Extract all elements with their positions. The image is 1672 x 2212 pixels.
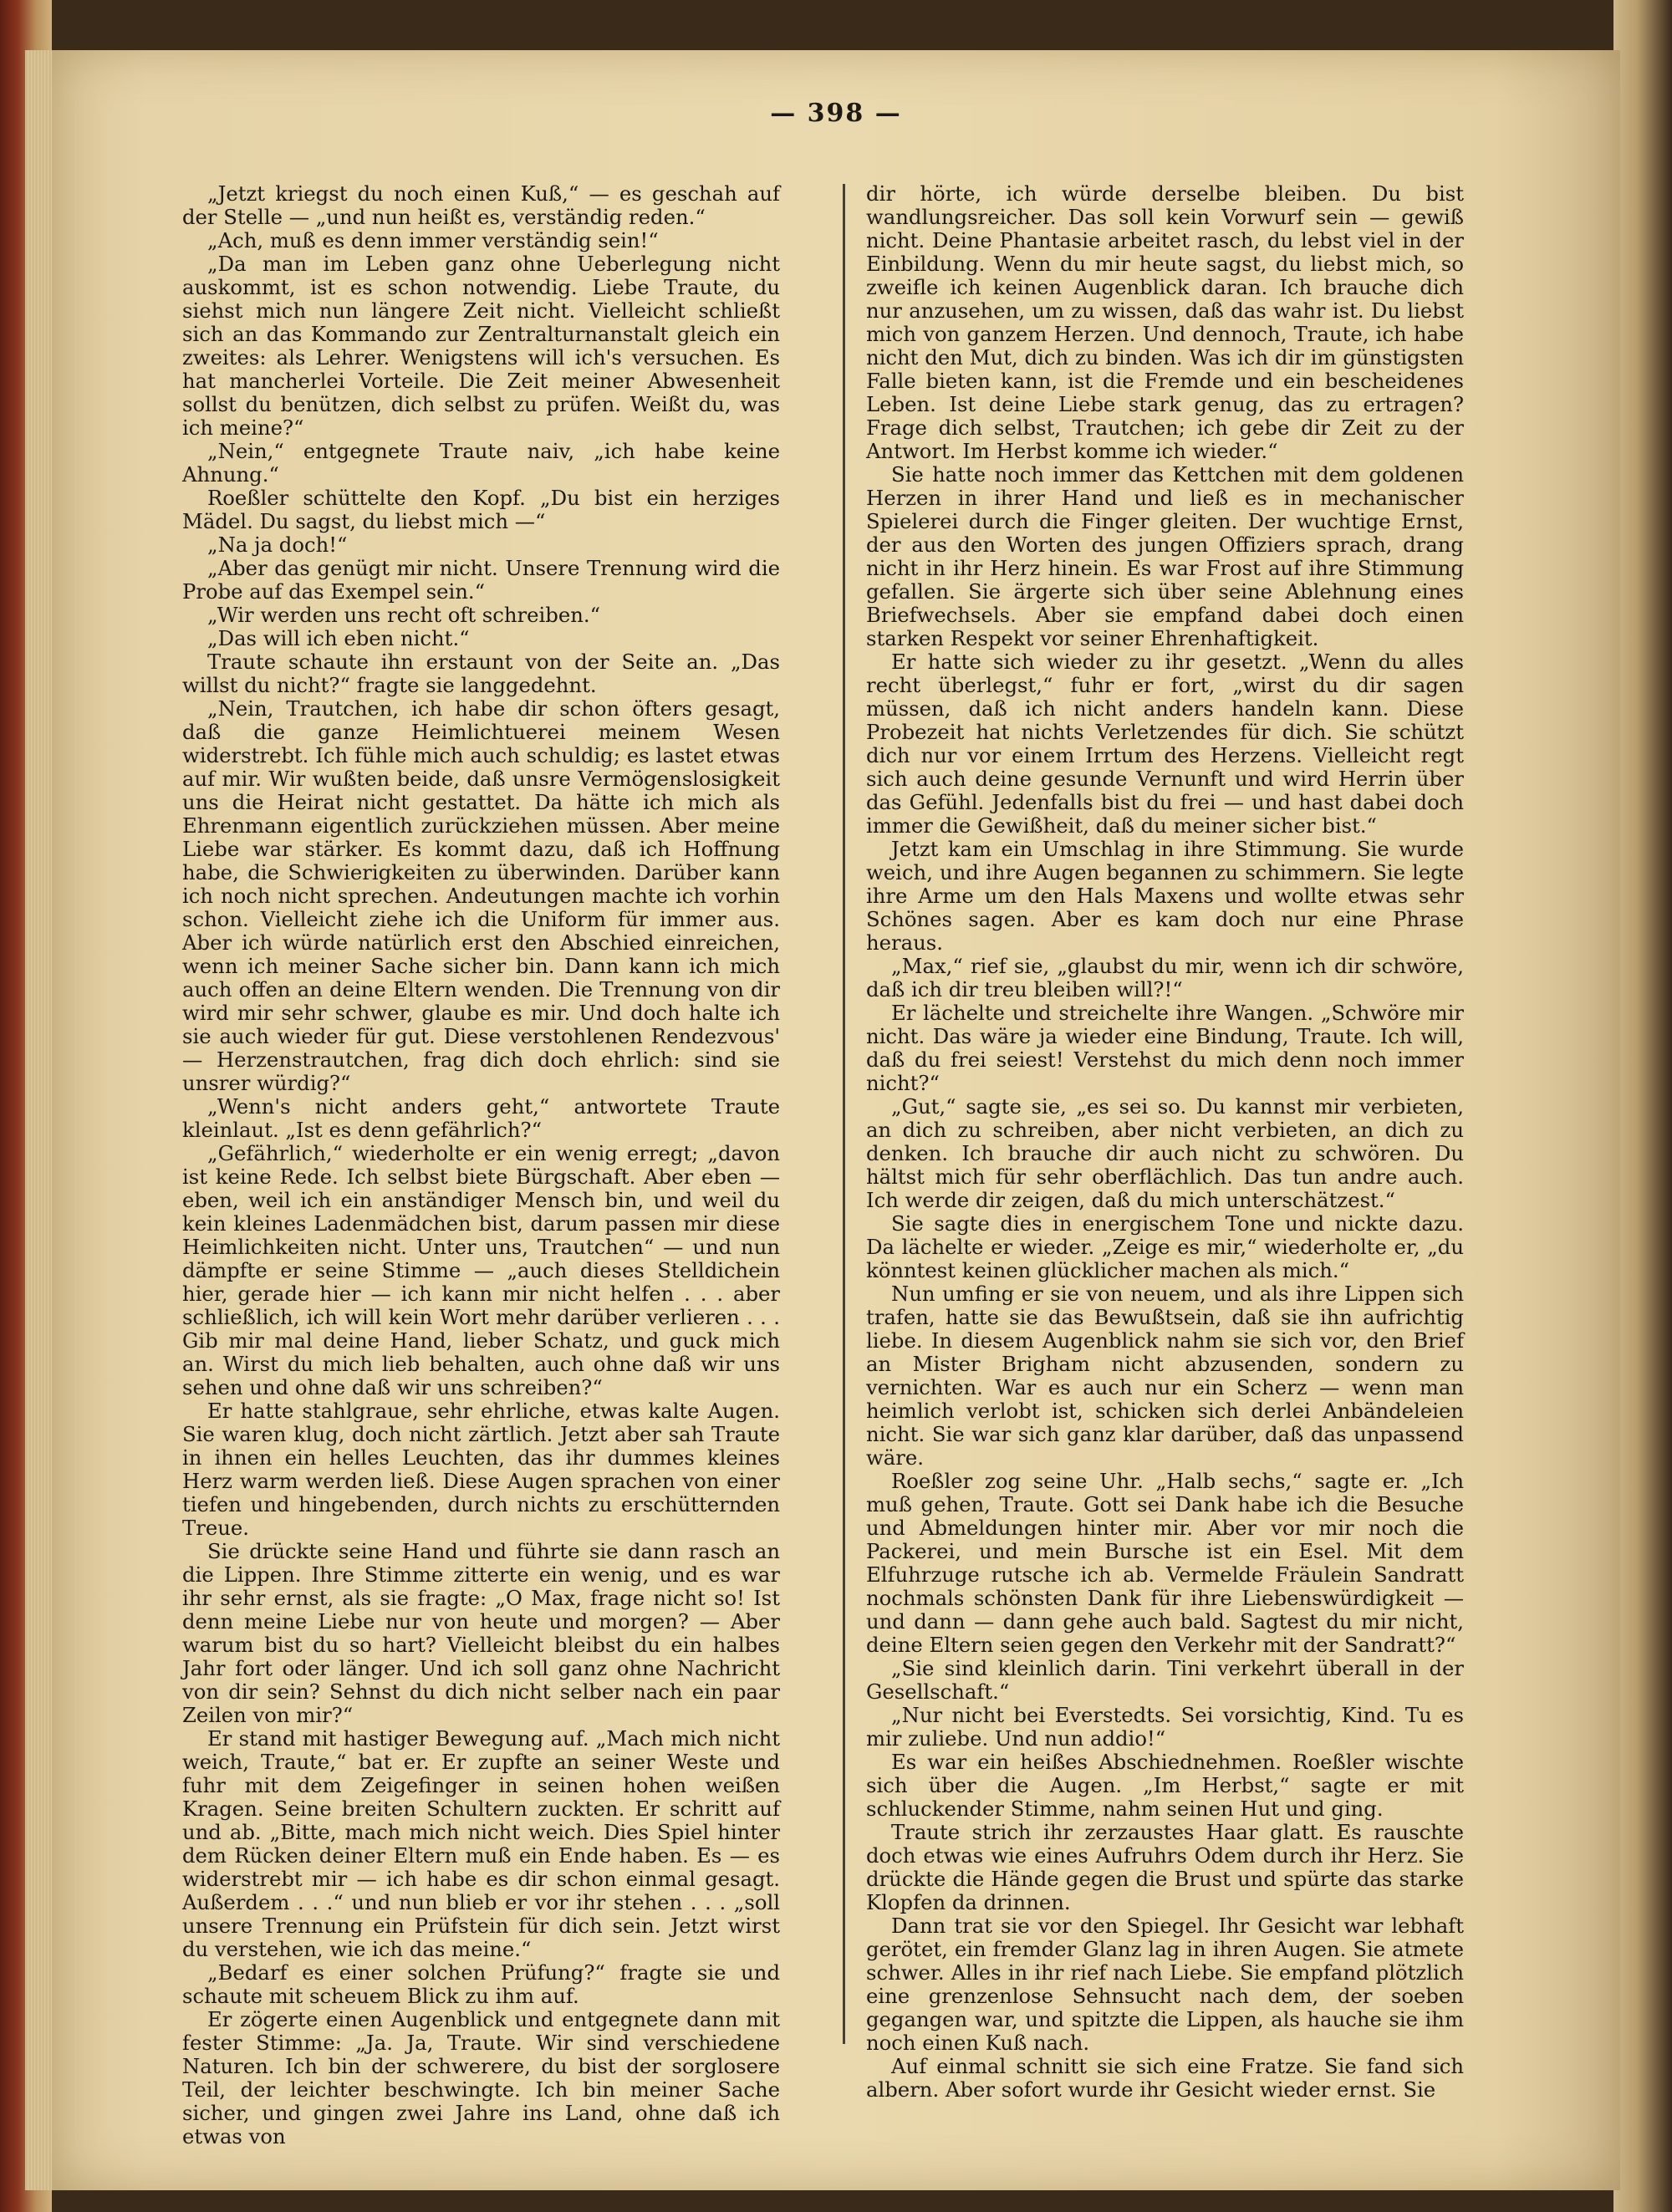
paragraph: „Na ja doch!“ xyxy=(207,533,348,557)
paragraph: Auf einmal schnitt sie sich eine Fratze. Sie fand sich albern. Aber sofort wurde ihr Gesicht wieder ernst. Sie xyxy=(866,2054,1464,2102)
paragraph: Sie drückte seine Hand und führte sie dann rasch an die Lippen. Ihre Stimme zitterte ein wenig, und es war ihr sehr ernst, als sie fragte: „O Max, frage nicht so! Ist denn meine Liebe nur von heute und morgen? — Aber warum bist du so hart? Vielleicht bleibst du ein halbes Jahr fort oder länger. Und ich soll ganz ohne Nachricht von dir sein? Sehnst du dich nicht selber nach ein paar Zeilen von mir?“ xyxy=(182,1539,780,1727)
paragraph: Er lächelte und streichelte ihre Wangen. „Schwöre mir nicht. Das wäre ja wieder eine Bindung, Traute. Ich will, daß du frei seiest! Verstehst du mich denn noch immer nicht?“ xyxy=(866,1001,1464,1095)
paragraph: Es war ein heißes Abschiednehmen. Roeßler wischte sich über die Augen. „Im Herbst,“ sagte er mit schluckender Stimme, nahm seinen Hut und ging. xyxy=(866,1750,1464,1821)
paragraph: „Bedarf es einer solchen Prüfung?“ fragte sie und schaute mit scheuem Blick zu ihm auf. xyxy=(182,1960,780,2008)
paragraph: „Das will ich eben nicht.“ xyxy=(207,626,470,650)
paragraph: „Wir werden uns recht oft schreiben.“ xyxy=(207,603,601,627)
paragraph: Er hatte sich wieder zu ihr gesetzt. „Wenn du alles recht überlegst,“ fuhr er fort, „wirst du dir sagen müssen, daß ich nicht anders handeln kann. Diese Probezeit hat nichts Verletzendes für dich. Sie schützt dich nur vor einem Irrtum des Herzens. Vielleicht regt sich auch deine gesunde Vernunft und wird Herrin über das Gefühl. Jedenfalls bist du frei — und hast dabei doch immer die Gewißheit, daß du meiner sicher bist.“ xyxy=(866,650,1464,838)
paragraph: „Wenn's nicht anders geht,“ antwortete Traute kleinlaut. „Ist es denn gefährlich?“ xyxy=(182,1094,780,1142)
paragraph: Sie sagte dies in energischem Tone und nickte dazu. Da lächelte er wieder. „Zeige es mir,“ wiederholte er, „du könntest keinen glücklicher machen als mich.“ xyxy=(866,1211,1464,1282)
paragraph: „Gefährlich,“ wiederholte er ein wenig erregt; „davon ist keine Rede. Ich selbst biete Bürgschaft. Aber eben — eben, weil ich ein anständiger Mensch bin, und weil du kein kleines Ladenmädchen bist, darum passen mir diese Heimlichkeiten nicht. Unter uns, Trautchen“ — und nun dämpfte er seine Stimme — „auch dieses Stelldichein hier, gerade hier — ich kann mir nicht helfen . . . aber schließlich, ich will kein Wort mehr darüber verlieren . . . Gib mir mal deine Hand, lieber Schatz, und guck mich an. Wirst du mich lieb behalten, auch ohne daß wir uns sehen und ohne daß wir uns schreiben?“ xyxy=(182,1141,780,1399)
paragraph: „Nein,“ entgegnete Traute naiv, „ich habe keine Ahnung.“ xyxy=(182,439,780,487)
paragraph: „Da man im Leben ganz ohne Ueberlegung nicht auskommt, ist es schon notwendig. Liebe Traute, du siehst mich nun längere Zeit nicht. Vielleicht schließt sich an das Kommando zur Zentralturnanstalt gleich ein zweites: als Lehrer. Wenigstens will ich's versuchen. Es hat mancherlei Vorteile. Die Zeit meiner Abwesenheit sollst du benützen, dich selbst zu prüfen. Weißt du, was ich meine?“ xyxy=(182,252,780,440)
paragraph: „Max,“ rief sie, „glaubst du mir, wenn ich dir schwöre, daß ich dir treu bleiben will?!“ xyxy=(866,954,1464,1002)
paragraph: Dann trat sie vor den Spiegel. Ihr Gesicht war lebhaft gerötet, ein fremder Glanz lag in ihren Augen. Sie atmete schwer. Alles in ihr rief nach Liebe. Sie empfand plötzlich eine grenzenlose Sehnsucht nach dem, der soeben gegangen war, und spitzte die Lippen, als hauche sie ihm noch einen Kuß nach. xyxy=(866,1914,1464,2055)
paragraph: Traute schaute ihn erstaunt von der Seite an. „Das willst du nicht?“ fragte sie langgedehnt. xyxy=(182,650,780,697)
paragraph: Jetzt kam ein Umschlag in ihre Stimmung. Sie wurde weich, und ihre Augen begannen zu schimmern. Sie legte ihre Arme um den Hals Maxens und wollte etwas sehr Schönes sagen. Aber es kam doch nur eine Phrase heraus. xyxy=(866,837,1464,955)
paragraph: Nun umfing er sie von neuem, und als ihre Lippen sich trafen, hatte sie das Bewußtsein, daß sie ihn aufrichtig liebe. In diesem Augenblick nahm sie sich vor, den Brief an Mister Brigham nicht abzusenden, sondern zu vernichten. War es auch nur ein Scherz — wenn man heimlich verlobt ist, schicken sich derlei Anbändeleien nicht. Sie war sich ganz klar darüber, daß das unpassend wäre. xyxy=(866,1282,1464,1470)
paragraph: dir hörte, ich würde derselbe bleiben. Du bist wandlungsreicher. Das soll kein Vorwurf sein — gewiß nicht. Deine Phantasie arbeitet rasch, du lebst viel in der Einbildung. Wenn du mir heute sagst, du liebst mich, so zweifle ich keinen Augenblick daran. Ich brauche dich nur anzusehen, um zu wissen, daß das wahr ist. Du liebst mich von ganzem Herzen. Und dennoch, Traute, ich habe nicht den Mut, dich zu binden. Was ich dir im günstigsten Falle bieten kann, ist die Fremde und ein bescheidenes Leben. Ist deine Liebe stark genug, das zu ertragen? Frage dich selbst, Trautchen; ich gebe dir Zeit zu der Antwort. Im Herbst komme ich wieder.“ xyxy=(866,181,1464,463)
paragraph: Roeßler zog seine Uhr. „Halb sechs,“ sagte er. „Ich muß gehen, Traute. Gott sei Dank habe ich die Besuche und Abmeldungen hinter mir. Aber vor mir noch die Packerei, und mein Bursche ist ein Esel. Mit dem Elfuhrzuge rutsche ich ab. Vermelde Fräulein Sandratt nochmals schönsten Dank für ihre Liebenswürdigkeit — und dann — dann gehe auch bald. Sagtest du mir nicht, deine Eltern seien gegen den Verkehr mit der Sandratt?“ xyxy=(866,1469,1464,1657)
text-column-left xyxy=(182,181,780,2148)
paragraph: Er stand mit hastiger Bewegung auf. „Mach mich nicht weich, Traute,“ bat er. Er zupfte an seiner Weste und fuhr mit dem Zeigefinger in seinen hohen weißen Kragen. Seine breiten Schultern zuckten. Er schritt auf und ab. „Bitte, mach mich nicht weich. Dies Spiel hinter dem Rücken deiner Eltern muß ein Ende haben. Es — es widerstrebt mir — ich habe es dir schon einmal gesagt. Außerdem . . .“ und nun blieb er vor ihr stehen . . . „soll unsere Trennung ein Prüfstein für dich sein. Jetzt wirst du verstehen, wie ich das meine.“ xyxy=(182,1726,780,1961)
paragraph: „Ach, muß es denn immer verständig sein!“ xyxy=(207,228,659,252)
text-column-right xyxy=(866,181,1464,2102)
paragraph: „Jetzt kriegst du noch einen Kuß,“ — es geschah auf der Stelle — „und nun heißt es, verständig reden.“ xyxy=(182,181,780,229)
paragraph: Roeßler schüttelte den Kopf. „Du bist ein herziges Mädel. Du sagst, du liebst mich —“ xyxy=(182,486,780,533)
paragraph: Er hatte stahlgraue, sehr ehrliche, etwas kalte Augen. Sie waren klug, doch nicht zärtlich. Jetzt aber sah Traute in ihnen ein helles Leuchten, das ihr dummes kleines Herz warm werden ließ. Diese Augen sprachen von einer tiefen und hingebenden, durch nichts zu erschütternden Treue. xyxy=(182,1399,780,1540)
paragraph: „Nein, Trautchen, ich habe dir schon öfters gesagt, daß die ganze Heimlichtuerei meinem Wesen widerstrebt. Ich fühle mich auch schuldig; es lastet etwas auf mir. Wir wußten beide, daß unsre Vermögenslosigkeit uns die Heirat nicht gestattet. Da hätte ich mich als Ehrenmann eigentlich zurückziehen müssen. Aber meine Liebe war stärker. Es kommt dazu, daß ich Hoffnung habe, die Schwierigkeiten zu überwinden. Darüber kann ich noch nicht sprechen. Andeutungen machte ich vorhin schon. Vielleicht ziehe ich die Uniform für immer aus. Aber ich würde natürlich erst den Abschied einreichen, wenn ich meiner Sache sicher bin. Dann kann ich mich auch offen an deine Eltern wenden. Die Trennung von dir wird mir sehr schwer, glaube es mir. Und doch halte ich sie auch wieder für gut. Diese verstohlenen Rendezvous' — Herzenstrautchen, frag dich doch ehrlich: sind sie unsrer würdig?“ xyxy=(182,696,780,1095)
page-number: — 398 — xyxy=(770,99,902,128)
paragraph: „Gut,“ sagte sie, „es sei so. Du kannst mir verbieten, an dich zu schreiben, aber nicht verbieten, an dich zu denken. Ich brauche dir auch nicht zu schwören. Du hältst mich für sehr oberflächlich. Das tun andre auch. Ich werde dir zeigen, daß du mich unterschätzest.“ xyxy=(866,1094,1464,1212)
column-divider xyxy=(843,184,845,2044)
paragraph: „Aber das genügt mir nicht. Unsere Trennung wird die Probe auf das Exempel sein.“ xyxy=(182,556,780,604)
paragraph: Sie hatte noch immer das Kettchen mit dem goldenen Herzen in ihrer Hand und ließ es in mechanischer Spielerei durch die Finger gleiten. Der wuchtige Ernst, der aus den Worten des jungen Offiziers sprach, drang nicht in ihr Herz hinein. Es war Frost auf ihre Stimmung gefallen. Sie ärgerte sich über seine Ablehnung eines Briefwechsels. Aber sie empfand dabei doch einen starken Respekt vor seiner Ehrenhaftigkeit. xyxy=(866,462,1464,650)
paragraph: „Sie sind kleinlich darin. Tini verkehrt überall in der Gesellschaft.“ xyxy=(866,1656,1464,1704)
right-page-edge xyxy=(1613,0,1672,2212)
paragraph: Er zögerte einen Augenblick und entgegnete dann mit fester Stimme: „Ja. Ja, Traute. Wir sind verschiedene Naturen. Ich bin der schwerere, du bist der sorglosere Teil, der leichter beschwingte. Ich bin meiner Sache sicher, und gingen zwei Jahre ins Land, ohne daß ich etwas von xyxy=(182,2007,780,2148)
paragraph: „Nur nicht bei Everstedts. Sei vorsichtig, Kind. Tu es mir zuliebe. Und nun addio!“ xyxy=(866,1703,1464,1751)
paragraph: Traute strich ihr zerzaustes Haar glatt. Es rauschte doch etwas wie eines Aufruhrs Odem durch ihr Herz. Sie drückte die Hände gegen die Brust und spürte das starke Klopfen da drinnen. xyxy=(866,1820,1464,1914)
